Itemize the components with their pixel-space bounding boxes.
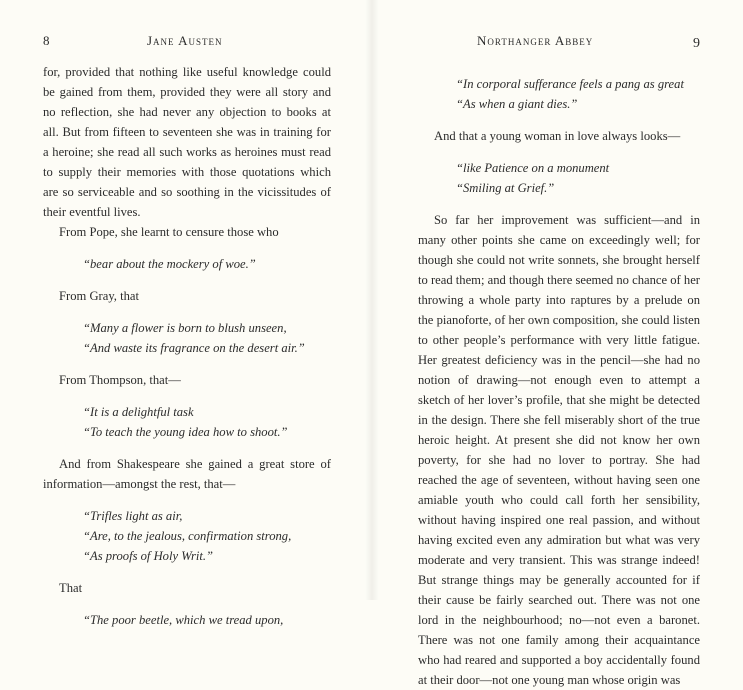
book-gutter xyxy=(365,0,379,600)
verse-quote xyxy=(456,158,700,198)
verse-quote xyxy=(83,506,331,566)
verse-line: “It is a delightful task xyxy=(83,405,194,419)
paragraph: From Thompson, that— xyxy=(59,373,181,387)
verse-quote xyxy=(83,318,331,358)
paragraph: And that a young woman in love always looks— xyxy=(434,129,681,143)
page-number: 8 xyxy=(43,33,50,48)
verse-line: “Trifles light as air, xyxy=(83,509,183,523)
right-page-header xyxy=(418,33,700,53)
paragraph: That xyxy=(59,581,83,595)
verse-line: “In corporal sufferance feels a pang as great xyxy=(456,77,684,91)
running-head: Jane Austen xyxy=(147,33,223,48)
verse-line: “To teach the young idea how to shoot.” xyxy=(83,425,288,439)
verse-quote xyxy=(83,402,331,442)
verse-line: “The poor beetle, which we tread upon, xyxy=(83,613,284,627)
page-number: 9 xyxy=(693,36,700,51)
paragraph: And from Shakespeare she gained a great store of information—amongst the rest, that— xyxy=(43,457,331,491)
verse-line: “like Patience on a monument xyxy=(456,161,610,175)
paragraph: From Gray, that xyxy=(59,289,139,303)
right-page xyxy=(418,0,700,687)
verse-line: “bear about the mockery of woe.” xyxy=(83,257,256,271)
verse-line: “Are, to the jealous, confirmation strong, xyxy=(83,529,292,543)
verse-line: “Smiling at Grief.” xyxy=(456,181,555,195)
left-page-body xyxy=(43,62,331,642)
running-head: Northanger Abbey xyxy=(477,33,594,48)
paragraph: for, provided that nothing like useful knowledge could be gained from them, provided they were all story and no reflection, she had never any objection to books at all. But from fifteen to seventeen she was in training for a heroine; she read all such works as heroines must read to supply their memories with those quotations which are so serviceable and so soothing in the vicissitudes of their eventful lives. xyxy=(43,65,331,219)
verse-quote xyxy=(83,610,331,630)
paragraph: From Pope, she learnt to censure those who xyxy=(59,225,279,239)
right-page-body xyxy=(418,62,700,690)
paragraph: So far her improvement was sufficient—and in many other points she came on exceedingly well; for though she could not write sonnets, she brought herself to read them; and though there seemed no chance of her throwing a whole party into raptures by a prelude on the pianoforte, of her own composition, she could listen to other people’s performance with very little fatigue. Her greatest deficiency was in the pencil—she had no notion of drawing—not enough even to attempt a sketch of her lover’s profile, that she might be detected in the design. There she fell miserably short of the true heroic height. At present she did not know her own poverty, for she had no lover to portray. She had reached the age of seventeen, without having seen one amiable youth who could call forth her sensibility, without having inspired one real passion, and without having excited even any admiration but what was very moderate and very transient. This was strange indeed! But strange things may be generally accounted for if their cause be fairly searched out. There was not one lord in the neighbourhood; no—not even a baronet. There was not one family among their acquaintance who had reared and supported a boy accidentally found at their door—not one young man whose origin was xyxy=(418,213,700,687)
verse-quote xyxy=(83,254,331,274)
verse-line: “As proofs of Holy Writ.” xyxy=(83,549,214,563)
verse-quote xyxy=(456,74,700,114)
left-page xyxy=(43,0,331,627)
left-page-header xyxy=(43,33,331,53)
verse-line: “And waste its fragrance on the desert air.” xyxy=(83,341,305,355)
verse-line: “As when a giant dies.” xyxy=(456,97,578,111)
verse-line: “Many a flower is born to blush unseen, xyxy=(83,321,287,335)
